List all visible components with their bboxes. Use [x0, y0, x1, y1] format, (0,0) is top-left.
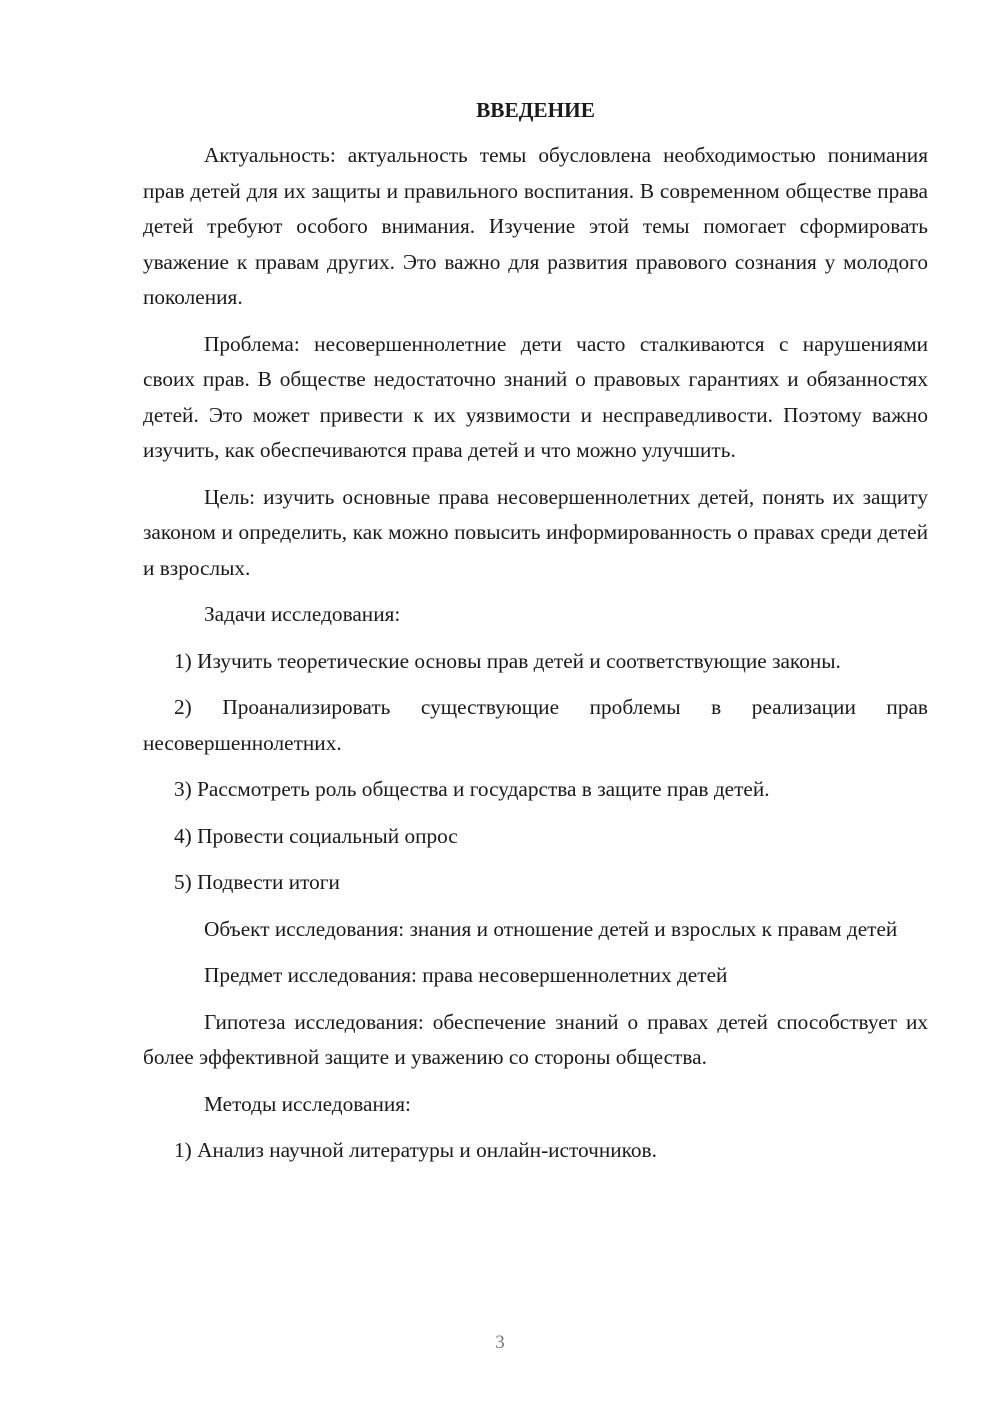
relevance-paragraph: Актуальность: актуальность темы обусловлена необходимостью понимания прав детей для их защиты и правильного воспитания. В современном обществе права детей требуют особого внимания. Изучение этой темы помогает сформировать уважение к правам других. Это важно для развития правового сознания у молодого поколения. — [143, 143, 928, 309]
task-item-3: 3) Рассмотреть роль общества и государства в защите прав детей. — [174, 777, 770, 801]
goal-paragraph: Цель: изучить основные права несовершеннолетних детей, понять их защиту законом и определить, как можно повысить информированность о правах среди детей и взрослых. — [143, 484, 928, 580]
task-item-1: 1) Изучить теоретические основы прав детей и соответствующие законы. — [174, 648, 841, 673]
section-heading: ВВЕДЕНИЕ — [476, 98, 595, 122]
subject-paragraph: Предмет исследования: права несовершеннолетних детей — [204, 963, 728, 987]
document-page — [143, 93, 928, 1180]
tasks-label: Задачи исследования: — [204, 602, 401, 626]
object-paragraph: Объект исследования: знания и отношение детей и взрослых к правам детей — [204, 916, 898, 941]
task-item-5: 5) Подвести итоги — [174, 870, 340, 894]
method-item-1: 1) Анализ научной литературы и онлайн-источников. — [174, 1138, 657, 1162]
problem-paragraph: Проблема: несовершеннолетние дети часто сталкиваются с нарушениями своих прав. В обществе недостаточно знаний о правовых гарантиях и обязанностях детей. Это может привести к их уязвимости и несправедливости. Поэтому важно изучить, как обеспечиваются права детей и что можно улучшить. — [143, 331, 928, 462]
methods-label: Методы исследования: — [204, 1091, 411, 1116]
task-item-2: 2) Проанализировать существующие проблемы в реализации прав несовершеннолетних. — [143, 695, 928, 755]
task-item-4: 4) Провести социальный опрос — [174, 823, 458, 848]
page-number: 3 — [495, 1332, 505, 1353]
hypothesis-paragraph: Гипотеза исследования: обеспечение знаний о правах детей способствует их более эффективной защите и уважению со стороны общества. — [143, 1009, 928, 1069]
